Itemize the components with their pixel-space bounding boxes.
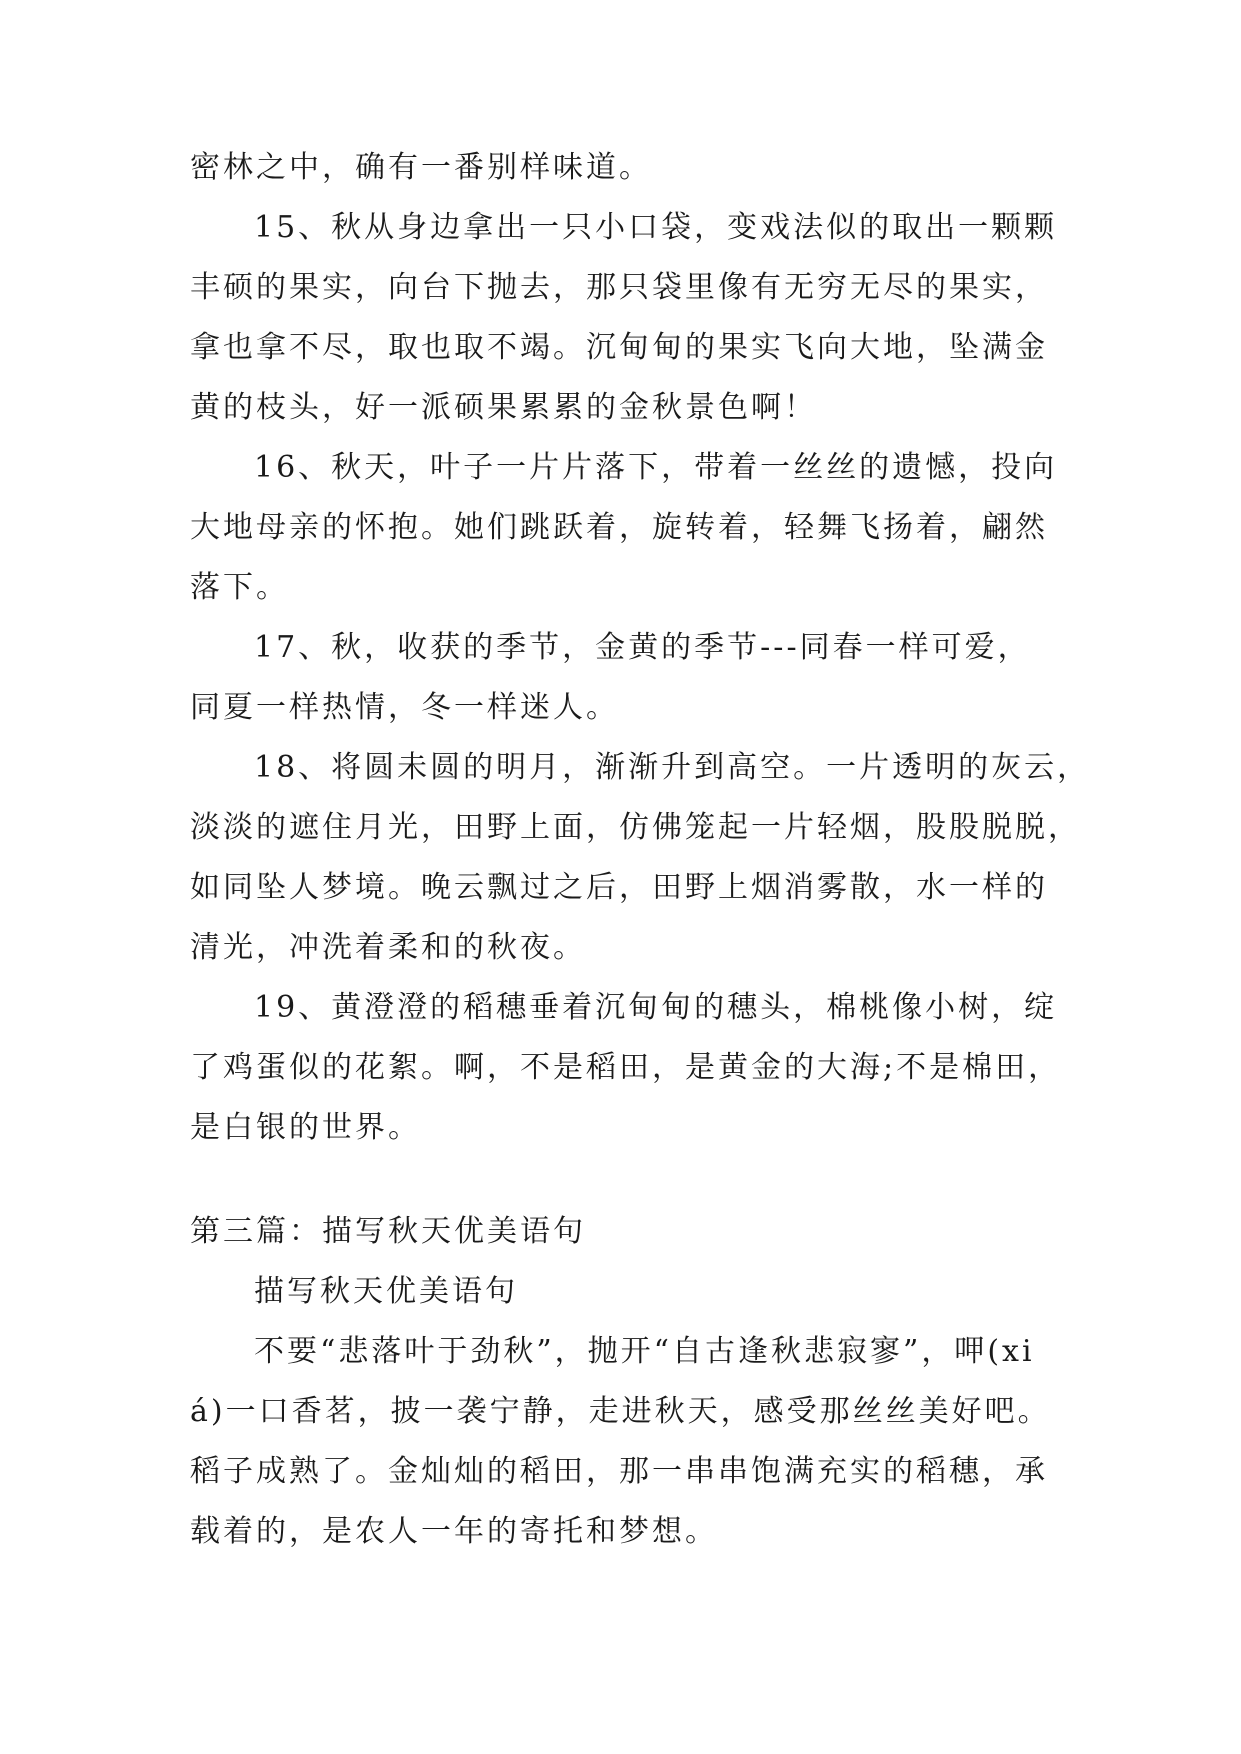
text-line: 丰硕的果实，向台下抛去，那只袋里像有无穷无尽的果实， (190, 270, 1048, 305)
text-line: 了鸡蛋似的花絮。啊，不是稻田，是黄金的大海;不是棉田， (190, 1050, 1062, 1085)
text-line: 密林之中，确有一番别样味道。 (190, 150, 652, 185)
paragraph-17-line: 17、秋，收获的季节，金黄的季节---同春一样可爱， (254, 630, 1031, 665)
section-heading: 第三篇：描写秋天优美语句 (190, 1214, 586, 1249)
text-line: 黄的枝头，好一派硕果累累的金秋景色啊！ (190, 390, 817, 425)
paragraph-19-line: 19、黄澄澄的稻穗垂着沉甸甸的穗头，棉桃像小树，绽 (254, 990, 1058, 1025)
text-line: 拿也拿不尽，取也取不竭。沉甸甸的果实飞向大地，坠满金 (190, 330, 1048, 365)
text-line: 清光，冲洗着柔和的秋夜。 (190, 930, 586, 965)
text-line: 载着的，是农人一年的寄托和梦想。 (190, 1514, 718, 1549)
paragraph-15-line: 15、秋从身边拿出一只小口袋，变戏法似的取出一颗颗 (254, 210, 1058, 245)
text-line: á)一口香茗，披一袭宁静，走进秋天，感受那丝丝美好吧。 (190, 1394, 1051, 1429)
text-line: 不要“悲落叶于劲秋”，抛开“自古逢秋悲寂寥”，呷(xi (254, 1334, 1035, 1369)
text-line: 是白银的世界。 (190, 1110, 421, 1145)
text-line: 如同坠人梦境。晚云飘过之后，田野上烟消雾散，水一样的 (190, 870, 1048, 905)
text-line: 同夏一样热情，冬一样迷人。 (190, 690, 619, 725)
text-line: 大地母亲的怀抱。她们跳跃着，旋转着，轻舞飞扬着，翩然 (190, 510, 1048, 545)
paragraph-18-line: 18、将圆未圆的明月，渐渐升到高空。一片透明的灰云， (254, 750, 1091, 785)
text-line: 淡淡的遮住月光，田野上面，仿佛笼起一片轻烟，股股脱脱， (190, 810, 1081, 845)
text-line: 稻子成熟了。金灿灿的稻田，那一串串饱满充实的稻穗，承 (190, 1454, 1048, 1489)
paragraph-16-line: 16、秋天，叶子一片片落下，带着一丝丝的遗憾，投向 (254, 450, 1058, 485)
section-subtitle: 描写秋天优美语句 (254, 1274, 518, 1309)
text-line: 落下。 (190, 570, 289, 605)
